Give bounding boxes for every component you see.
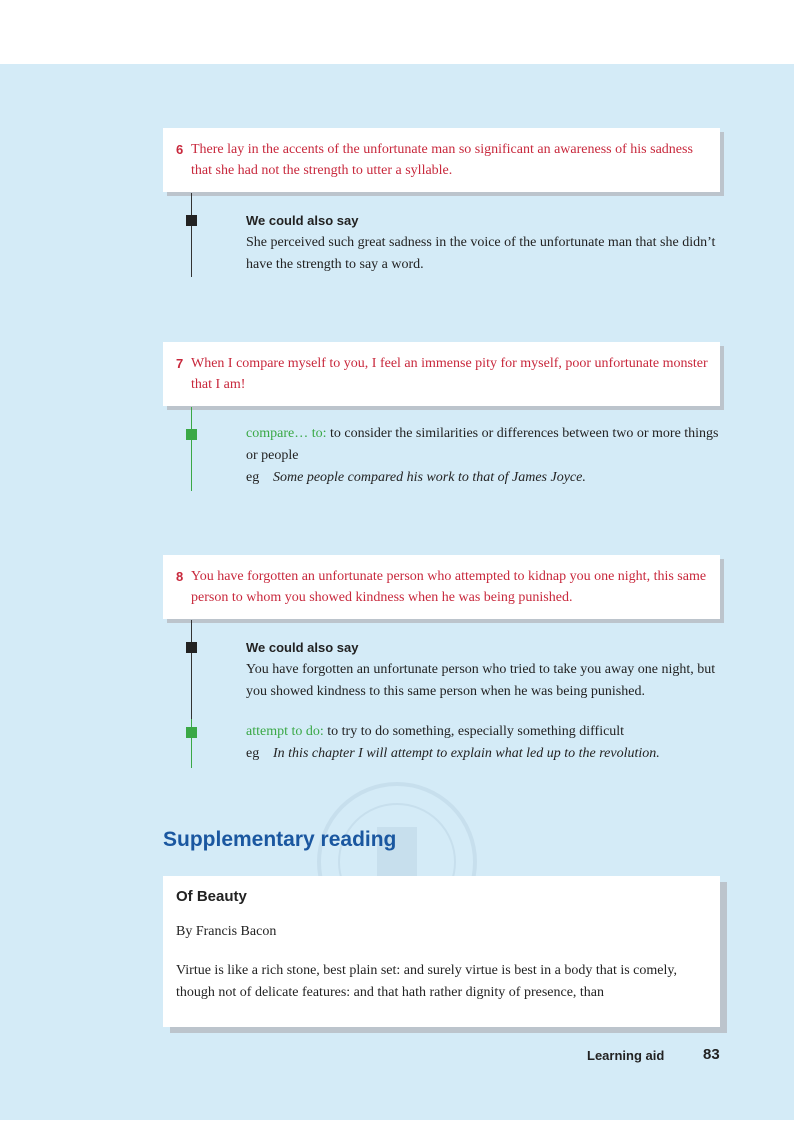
- vocab-term: attempt to do:: [246, 724, 324, 739]
- vocab-marker: [186, 727, 197, 738]
- vocab-term: compare… to:: [246, 426, 327, 441]
- footer-label: Learning aid: [587, 1048, 665, 1063]
- reading-author: By Francis Bacon: [176, 924, 277, 939]
- vocab-example-line: [246, 467, 720, 489]
- note-line: [191, 193, 192, 277]
- quote-text: There lay in the accents of the unfortunate man so significant an awareness of his sadness that she had not the strength to utter a syllable.: [191, 142, 693, 178]
- note-line: [191, 620, 192, 719]
- vocab-definition-line: [246, 423, 720, 467]
- vocab-example-line: [246, 743, 720, 765]
- quote-number: 7: [176, 356, 184, 371]
- reading-box: [163, 876, 720, 1027]
- quote-text: When I compare myself to you, I feel an immense pity for myself, poor unfortunate monster that I am!: [191, 356, 708, 392]
- note-text: You have forgotten an unfortunate person who tried to take you away one night, but you showed kindness to this same person when he was being punished.: [246, 662, 716, 699]
- note-text: She perceived such great sadness in the voice of the unfortunate man that she didn’t have the strength to say a word.: [246, 235, 716, 272]
- quote-box-8: [163, 555, 720, 619]
- note-heading: We could also say: [246, 213, 359, 228]
- note-marker: [186, 642, 197, 653]
- example-label: eg: [246, 470, 260, 485]
- quote-number: 8: [176, 569, 184, 584]
- quote-number: 6: [176, 142, 184, 157]
- vocab-example: In this chapter I will attempt to explain what led up to the revolution.: [273, 746, 660, 761]
- quote-box-6: [163, 128, 720, 192]
- reading-title: Of Beauty: [176, 888, 247, 905]
- vocab-marker: [186, 429, 197, 440]
- alternative-phrasing-note: [246, 637, 720, 703]
- vocabulary-note: [246, 721, 720, 765]
- vocabulary-note: [246, 423, 720, 489]
- vocab-example: Some people compared his work to that of James Joyce.: [273, 470, 586, 485]
- quote-text: You have forgotten an unfortunate person who attempted to kidnap you one night, this same person to whom you showed kindness when he was being punished.: [191, 569, 707, 605]
- reading-body: Virtue is like a rich stone, best plain set: and surely virtue is best in a body that is comely, though not of delicate features: and that hath rather dignity of presence, than: [176, 963, 677, 1000]
- vocab-definition-line: [246, 721, 720, 743]
- example-label: eg: [246, 746, 260, 761]
- page-number: 83: [703, 1046, 720, 1063]
- vocab-definition: to consider the similarities or differences between two or more things or people: [246, 426, 719, 463]
- section-title: Supplementary reading: [163, 828, 397, 851]
- vocab-line: [191, 407, 192, 491]
- alternative-phrasing-note: [246, 210, 720, 276]
- note-heading: We could also say: [246, 640, 359, 655]
- quote-box-7: [163, 342, 720, 406]
- note-marker: [186, 215, 197, 226]
- vocab-definition: to try to do something, especially something difficult: [327, 724, 625, 739]
